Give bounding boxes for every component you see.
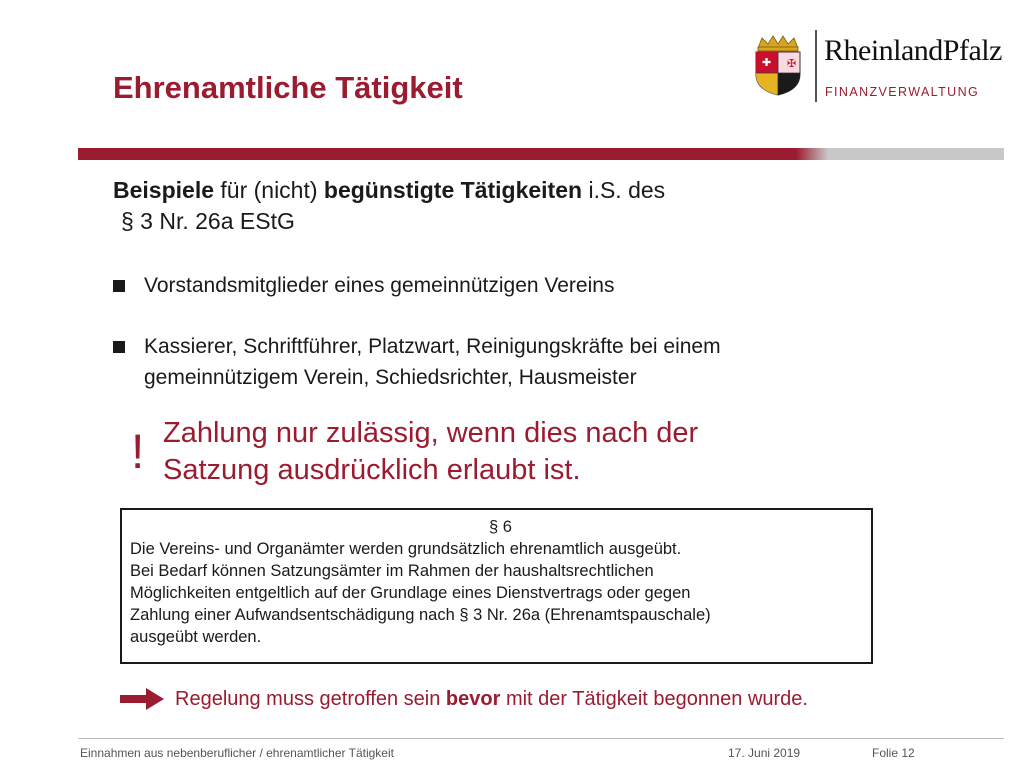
rule-text [175, 688, 808, 711]
heading-bold-2: begünstigte Tätigkeiten [323, 177, 583, 203]
heading-bold-1: Beispiele [113, 177, 214, 203]
footer-date: 17. Juni 2019 [728, 746, 801, 760]
rule-text-before: Regelung muss getroffen sein [175, 688, 446, 710]
footer-topic: Einnahmen aus nebenberuflicher / ehrenamtlicher Tätigkeit [80, 746, 394, 760]
title-rule-fade [796, 148, 828, 160]
statute-paragraph-number: § 6 [489, 518, 512, 536]
list-item-text: Kassierer, Schriftführer, Platzwart, Reinigungskräfte bei einem gemeinnützigem Verein, Schiedsrichter, Hausmeister [144, 335, 721, 389]
list-item [113, 270, 873, 301]
list-item-text: Vorstandsmitglieder eines gemeinnützigen Vereins [144, 274, 615, 297]
statute-line: Möglichkeiten entgeltlich auf der Grundlage eines Dienstvertrags oder gegen [130, 584, 691, 602]
title-rule [78, 148, 812, 160]
notice-text [163, 415, 863, 489]
logo-divider [815, 30, 817, 102]
statute-line: Zahlung einer Aufwandsentschädigung nach § 3 Nr. 26a (Ehrenamtspauschale) [130, 606, 711, 624]
right-arrow-icon [120, 688, 164, 710]
heading-text-1: für (nicht) [214, 177, 324, 203]
rule-text-emphasis: bevor [445, 688, 501, 710]
coat-of-arms-icon [752, 34, 804, 96]
footer-slide-number: Folie 12 [872, 746, 915, 760]
statute-line: Bei Bedarf können Satzungsämter im Rahmen der haushaltsrechtlichen [130, 562, 654, 580]
title-rule-grey [812, 148, 1004, 160]
rule-text-after: mit der Tätigkeit begonnen wurde. [500, 688, 808, 710]
logo-wordmark: RheinlandPfalz [824, 34, 1002, 67]
slide-title: Ehrenamtliche Tätigkeit [113, 70, 463, 105]
exclamation-icon: ! [131, 426, 145, 479]
svg-text:✠: ✠ [787, 57, 797, 70]
statute-line: Die Vereins- und Organämter werden grundsätzlich ehrenamtlich ausgeübt. [130, 540, 682, 558]
list-item [113, 331, 873, 393]
heading-law-reference: § 3 Nr. 26a EStG [121, 208, 295, 234]
logo-subtitle: FINANZVERWALTUNG [825, 85, 980, 99]
square-bullet-icon [113, 341, 125, 353]
statute-line: ausgeübt werden. [130, 628, 262, 646]
heading-text-2: i.S. des [582, 177, 666, 203]
notice-line-1: Zahlung nur zulässig, wenn dies nach der [163, 417, 699, 449]
statute-excerpt-box [120, 508, 873, 664]
notice-line-2: Satzung ausdrücklich erlaubt ist. [163, 454, 581, 486]
section-heading [113, 175, 833, 237]
svg-text:✚: ✚ [762, 56, 772, 69]
square-bullet-icon [113, 280, 125, 292]
footer-divider [78, 738, 1004, 739]
